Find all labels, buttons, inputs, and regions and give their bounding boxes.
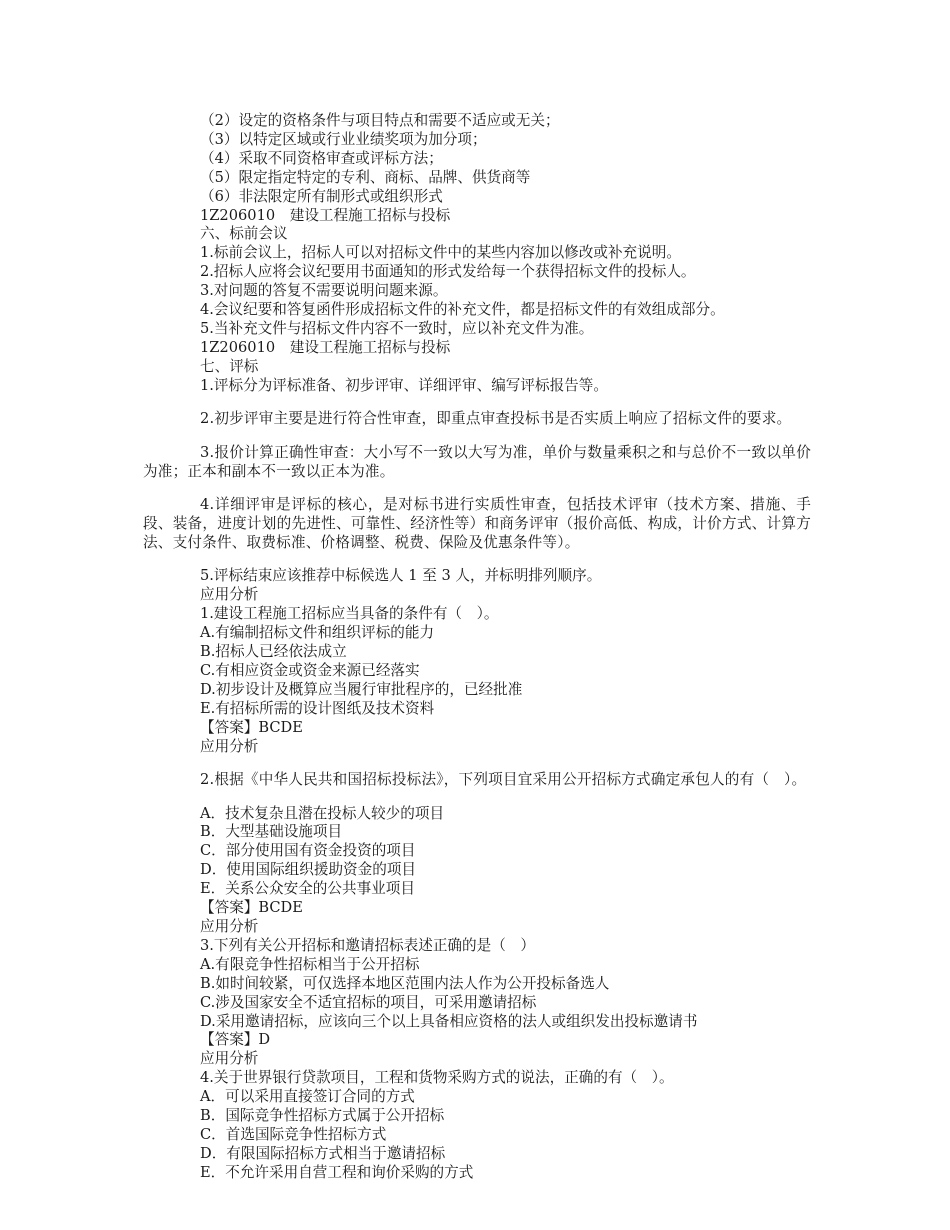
option: B．国际竞争性招标方式属于公开招标 [200,1107,445,1125]
option: B.如时间较紧，可仅选择本地区范围内法人作为公开投标备选人 [200,974,610,992]
paragraph: 3.报价计算正确性审查：大小写不一致以大写为准，单价与数量乘积之和与总价不一致以单价为准；正本和副本不一致以正本为准。 [143,443,811,480]
option: A．技术复杂且潜在投标人较少的项目 [200,804,445,822]
option: C.有相应资金或资金来源已经落实 [200,661,420,679]
text-line: 3.对问题的答复不需要说明问题来源。 [200,282,448,300]
text-line: 5.评标结束应该推荐中标候选人 1 至 3 人，并标明排列顺序。 [200,567,602,585]
document-body [143,112,811,1183]
option: B．大型基础设施项目 [200,823,343,841]
section-code: 1Z206010 建设工程施工招标与投标 [200,206,451,224]
text-line: 1.标前会议上，招标人可以对招标文件中的某些内容加以修改或补充说明。 [200,244,681,262]
option: E.有招标所需的设计图纸及技术资料 [200,699,435,717]
option: E．关系公众安全的公共事业项目 [200,880,415,898]
text-line: （4）采取不同资格审查或评标方法； [200,149,443,167]
text-line: 5.当补充文件与招标文件内容不一致时，应以补充文件为准。 [200,319,594,337]
option: D．有限国际招标方式相当于邀请招标 [200,1144,446,1162]
text-line: （2）设定的资格条件与项目特点和需要不适应或无关； [200,112,560,129]
subsection-heading: 应用分析 [200,918,259,935]
option: A.有限竞争性招标相当于公开招标 [200,955,420,973]
question: 1.建设工程施工招标应当具备的条件有（ ）。 [200,605,499,623]
text-line: （6）非法限定所有制形式或组织形式 [200,187,443,205]
answer: 【答案】BCDE [200,899,303,917]
option: B.招标人已经依法成立 [200,643,347,661]
paragraph: 4.详细评审是评标的核心，是对标书进行实质性审查，包括技术评审（技术方案、措施、手段、装备，进度计划的先进性、可靠性、经济性等）和商务评审（报价高低、构成，计价方式、计算方法、支付条件、取费标准、价格调整、税费、保险及优惠条件等）。 [143,496,811,551]
paragraph: 2.初步评审主要是进行符合性审查，即重点审查投标书是否实质上响应了招标文件的要求。 [200,410,792,428]
question: 3.下列有关公开招标和邀请招标表述正确的是（ ） [200,936,535,954]
text-line: 4.会议纪要和答复函件形成招标文件的补充文件，都是招标文件的有效组成部分。 [200,301,725,319]
option: D.采用邀请招标，应该向三个以上具备相应资格的法人或组织发出投标邀请书 [200,1012,698,1030]
text-line: 2.招标人应将会议纪要用书面通知的形式发给每一个获得招标文件的投标人。 [200,263,696,281]
subsection-heading: 应用分析 [200,586,259,604]
option: C．部分使用国有资金投资的项目 [200,842,416,860]
option: A．可以采用直接签订合同的方式 [200,1088,415,1106]
section-heading: 六、标前会议 [200,225,288,243]
answer: 【答案】D [200,1031,271,1049]
option: D.初步设计及概算应当履行审批程序的，已经批准 [200,680,523,698]
text-line: （3）以特定区域或行业业绩奖项为加分项； [200,130,487,148]
text-line: （5）限定指定特定的专利、商标、品牌、供货商等 [200,168,531,186]
option: A.有编制招标文件和组织评标的能力 [200,624,435,642]
section-code: 1Z206010 建设工程施工招标与投标 [200,338,451,356]
question: 4.关于世界银行贷款项目，工程和货物采购方式的说法，正确的有（ ）。 [200,1069,674,1087]
option: C．首选国际竞争性招标方式 [200,1125,387,1143]
question: 2.根据《中华人民共和国招标投标法》，下列项目宜采用公开招标方式确定承包人的有（ ）。 [200,771,807,789]
subsection-heading: 应用分析 [200,737,259,755]
option: C.涉及国家安全不适宜招标的项目，可采用邀请招标 [200,993,537,1011]
answer: 【答案】BCDE [200,718,303,736]
section-heading: 七、评标 [200,357,259,375]
text-line: 1.评标分为评标准备、初步评审、详细评审、编写评标报告等。 [200,376,608,394]
subsection-heading: 应用分析 [200,1050,259,1068]
option: D．使用国际组织援助资金的项目 [200,861,417,879]
option: E．不允许采用自营工程和询价采购的方式 [200,1163,474,1181]
